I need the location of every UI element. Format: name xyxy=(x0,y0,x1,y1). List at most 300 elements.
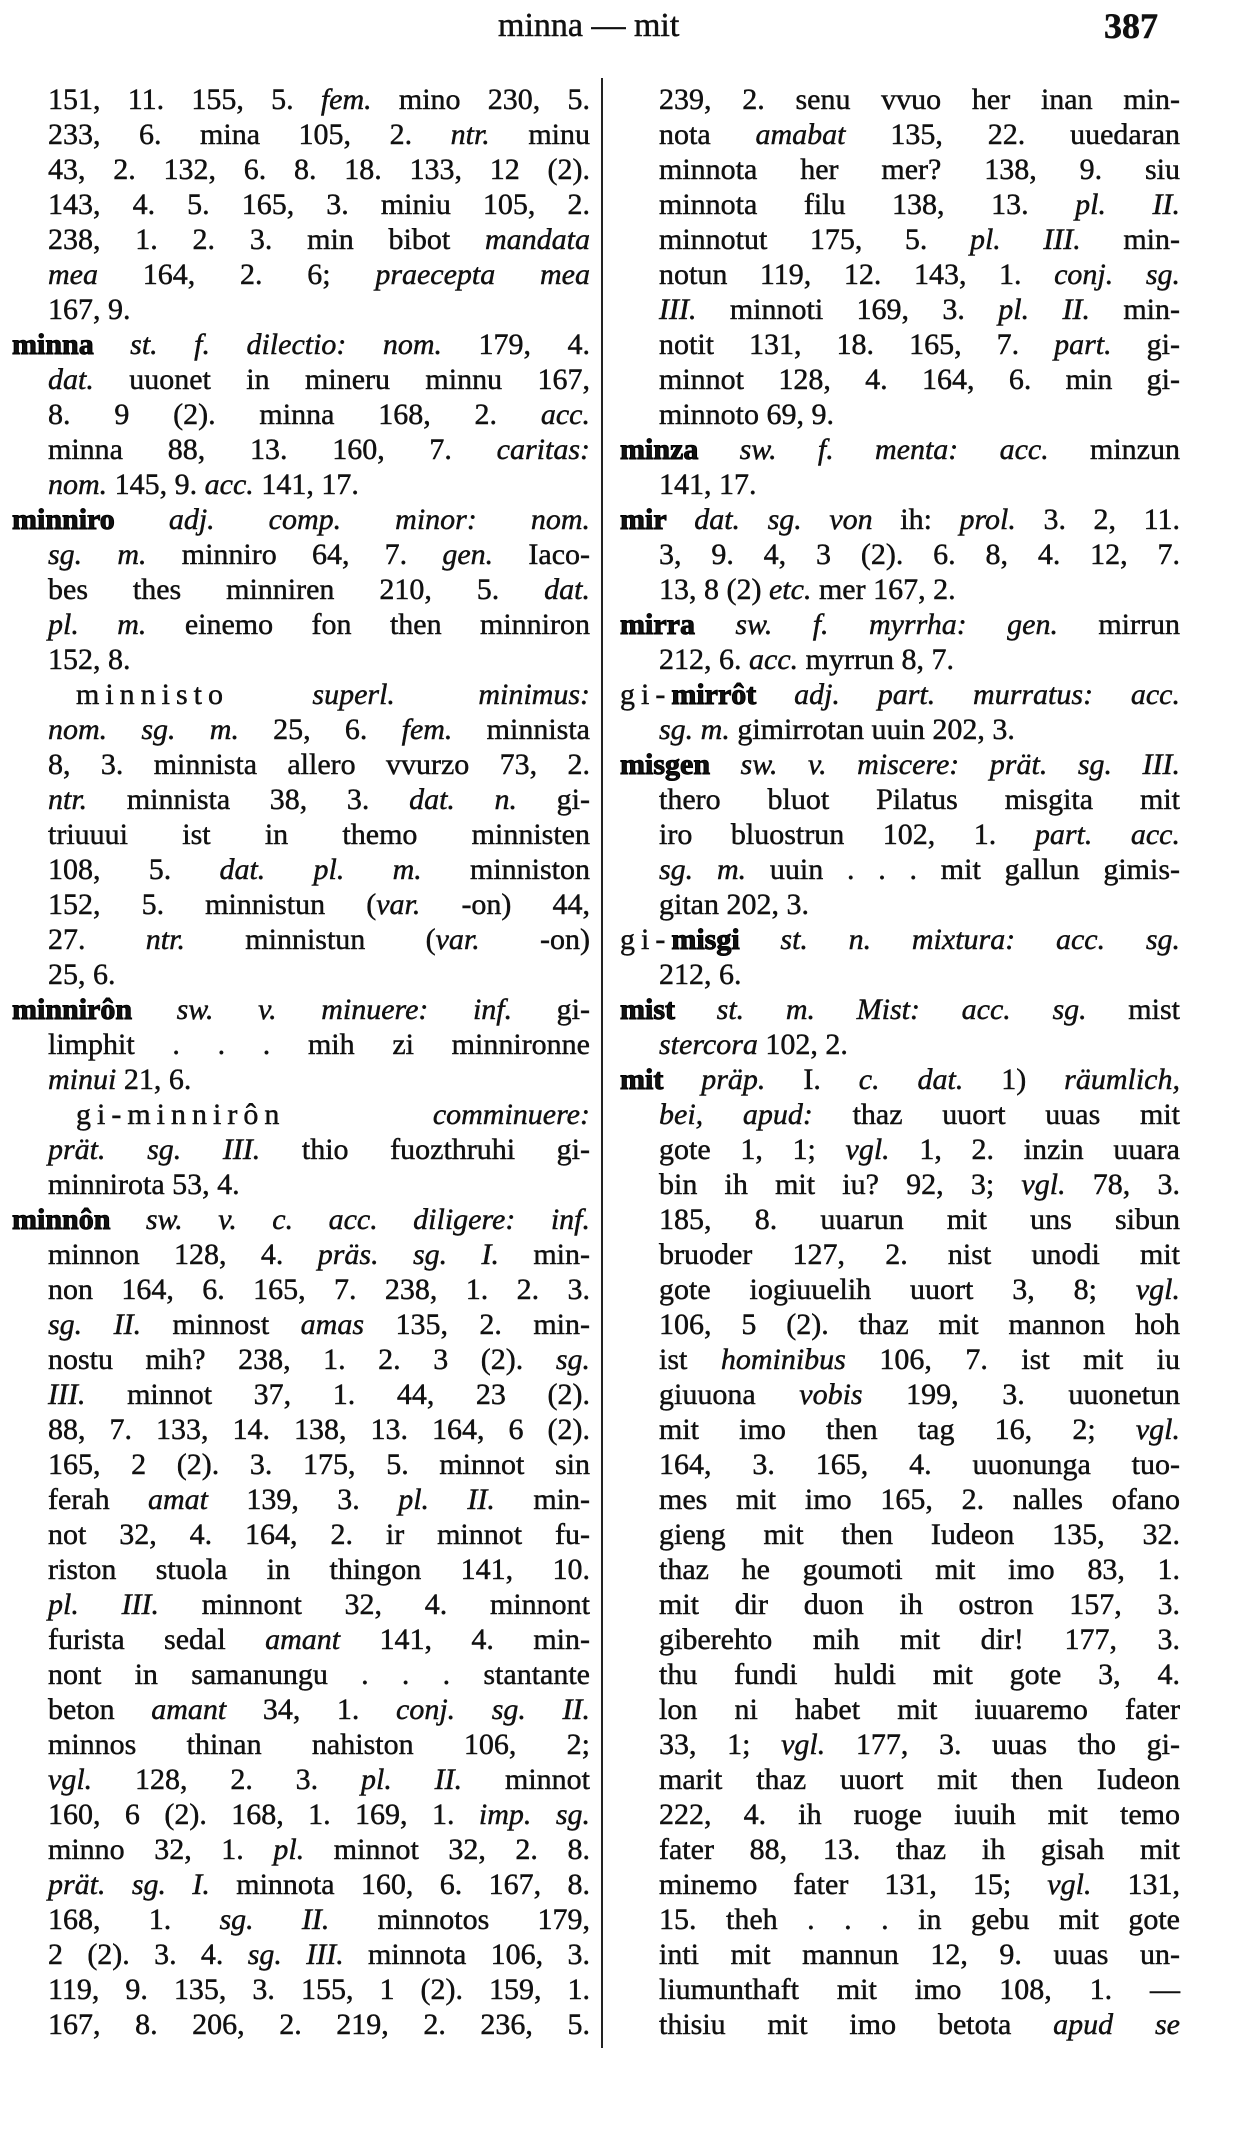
italic-text: comminuere: xyxy=(285,1098,590,1131)
text: thero bluot Pilatus misgita mit xyxy=(659,783,1180,816)
italic-text: acc. xyxy=(540,398,590,431)
italic-text: pl. II. xyxy=(998,293,1090,326)
entry-line xyxy=(618,397,1180,432)
entry-line xyxy=(0,1832,590,1867)
entry-line xyxy=(0,467,590,502)
text: nota xyxy=(659,118,756,151)
entry-headline xyxy=(0,502,590,537)
italic-text: acc. xyxy=(204,468,254,501)
text: einemo fon then minniron xyxy=(146,608,591,641)
entry-line xyxy=(0,677,590,712)
italic-text: sw. f. myrrha: gen. xyxy=(694,608,1058,641)
text: minnost xyxy=(141,1308,301,1341)
entry-line xyxy=(0,1062,590,1097)
italic-text: amant xyxy=(265,1623,341,1656)
italic-text: part. acc. xyxy=(1034,818,1180,851)
entry-line xyxy=(0,1797,590,1832)
entry-headline xyxy=(618,432,1180,467)
text: gi- xyxy=(512,993,590,1026)
entry-line xyxy=(0,2007,590,2042)
text: -on) xyxy=(479,923,590,956)
italic-text: conj. sg. II. xyxy=(396,1693,590,1726)
italic-text: pl. m. xyxy=(48,608,147,641)
entry-line xyxy=(618,537,1180,572)
text: bin ih mit iu? 92, 3; xyxy=(659,1168,1022,1201)
text: minnota 160, 6. 167, 8. xyxy=(209,1868,590,1901)
italic-text: sg. II. xyxy=(219,1903,330,1936)
entry-line xyxy=(0,1272,590,1307)
running-head: minna — mit xyxy=(498,7,680,44)
entry-line xyxy=(0,1867,590,1902)
spaced-text: gi-minnirôn xyxy=(76,1098,286,1131)
entry-line xyxy=(618,957,1180,992)
text: thio fuozthruhi gi- xyxy=(260,1133,590,1166)
text: 27. xyxy=(48,923,146,956)
italic-text: vgl. xyxy=(1135,1413,1180,1446)
text: 2 (2). 3. 4. xyxy=(48,1938,248,1971)
text: minnoti 169, 3. xyxy=(696,293,999,326)
entry-line xyxy=(0,747,590,782)
headword: mir xyxy=(620,503,667,536)
entry-line xyxy=(618,1307,1180,1342)
entry-line xyxy=(618,887,1180,922)
italic-text: ntr. xyxy=(450,118,490,151)
headword: mist xyxy=(620,993,675,1026)
italic-text: sg. xyxy=(555,1343,590,1376)
italic-text: amant xyxy=(151,1693,227,1726)
text: nont in samanungu . . . stantante xyxy=(48,1658,590,1691)
entry-line xyxy=(618,187,1180,222)
spaced-text: gi- xyxy=(620,923,672,956)
entry-line xyxy=(618,1167,1180,1202)
italic-text: imp. sg. xyxy=(478,1798,590,1831)
italic-text: adj. comp. minor: nom. xyxy=(114,503,590,536)
text: 179, 4. xyxy=(442,328,590,361)
italic-text: gen. xyxy=(442,538,494,571)
entry-line xyxy=(618,817,1180,852)
page-number: 387 xyxy=(1104,6,1158,46)
entry-line xyxy=(0,1377,590,1412)
text: 212, 6. xyxy=(659,643,749,676)
text: beton xyxy=(48,1693,152,1726)
italic-text: vgl. xyxy=(1047,1868,1092,1901)
italic-text: st. f. dilectio: nom. xyxy=(93,328,443,361)
text: minemo fater 131, 15; xyxy=(659,1868,1048,1901)
text: 185, 8. uuarun mit uns sibun xyxy=(659,1203,1180,1236)
entry-line xyxy=(0,887,590,922)
entry-headline xyxy=(618,1062,1180,1097)
text: 167, 9. xyxy=(48,293,131,326)
entry-line xyxy=(0,187,590,222)
entry-line xyxy=(618,1797,1180,1832)
italic-text: pl. II. xyxy=(1075,188,1180,221)
text: mit imo then tag 16, 2; xyxy=(659,1413,1136,1446)
entry-line xyxy=(618,117,1180,152)
italic-text: mandata xyxy=(485,223,590,256)
italic-text: st. m. Mist: acc. sg. xyxy=(675,993,1087,1026)
entry-line xyxy=(0,1727,590,1762)
entry-line xyxy=(618,1097,1180,1132)
text: 152, 5. minnistun ( xyxy=(48,888,377,921)
text: minniro 64, 7. xyxy=(146,538,443,571)
italic-text: räumlich, xyxy=(1064,1063,1180,1096)
entry-line xyxy=(0,1902,590,1937)
text: minnot xyxy=(462,1763,590,1796)
text: 21, 6. xyxy=(116,1063,192,1096)
headword: misgi xyxy=(671,923,740,956)
entry-line xyxy=(0,1027,590,1062)
entry-line xyxy=(618,292,1180,327)
entry-line xyxy=(0,1972,590,2007)
text: gi- xyxy=(1111,328,1180,361)
text: 34, 1. xyxy=(226,1693,397,1726)
italic-text: amabat xyxy=(755,118,846,151)
entry-line xyxy=(618,362,1180,397)
text: ih: xyxy=(872,503,960,536)
entry-line xyxy=(0,1762,590,1797)
entry-line xyxy=(0,922,590,957)
text: minna 88, 13. 160, 7. xyxy=(48,433,497,466)
italic-text: pl. III. xyxy=(969,223,1081,256)
entry-headline xyxy=(618,747,1180,782)
text: 222, 4. ih ruoge iuuih mit temo xyxy=(659,1798,1180,1831)
headword: minnôn xyxy=(12,1203,111,1236)
text: iro bluostrun 102, 1. xyxy=(659,818,1035,851)
text: 135, 2. min- xyxy=(364,1308,590,1341)
text: notun 119, 12. 143, 1. xyxy=(659,258,1055,291)
text: thisiu mit imo betota xyxy=(659,2008,1054,2041)
text: thaz he goumoti mit imo 83, 1. xyxy=(659,1553,1180,1586)
text: minnot 37, 1. 44, 23 (2). xyxy=(85,1378,590,1411)
entry-line xyxy=(618,1727,1180,1762)
text: minnistun ( xyxy=(184,923,436,956)
entry-line xyxy=(618,1587,1180,1622)
italic-text: dat. xyxy=(544,573,590,606)
text: minnota filu 138, 13. xyxy=(659,188,1076,221)
entry-line xyxy=(0,537,590,572)
entry-line xyxy=(618,152,1180,187)
text: 177, 3. uuas tho gi- xyxy=(825,1728,1180,1761)
text: min- xyxy=(498,1238,591,1271)
text: fater 88, 13. thaz ih gisah mit xyxy=(659,1833,1180,1866)
text: mes mit imo 165, 2. nalles ofano xyxy=(659,1483,1180,1516)
italic-text: ntr. xyxy=(145,923,185,956)
text: limphit . . . mih zi minnironne xyxy=(48,1028,590,1061)
italic-text: pl. xyxy=(273,1833,305,1866)
entry-line xyxy=(0,222,590,257)
italic-text: acc. xyxy=(749,643,799,676)
text: 165, 2 (2). 3. 175, 5. minnot sin xyxy=(48,1448,590,1481)
italic-text: caritas: xyxy=(496,433,590,466)
italic-text: dat. pl. m. xyxy=(219,853,422,886)
entry-headline xyxy=(0,1202,590,1237)
italic-text: sw. f. menta: acc. xyxy=(698,433,1049,466)
text: furista sedal xyxy=(48,1623,266,1656)
text: triuuui ist in themo minnisten xyxy=(48,818,590,851)
entry-headline xyxy=(618,992,1180,1027)
entry-line xyxy=(0,1237,590,1272)
text: mino 230, 5. xyxy=(371,83,591,116)
text: minnon 128, 4. xyxy=(48,1238,318,1271)
entry-line xyxy=(0,782,590,817)
entry-line xyxy=(0,817,590,852)
italic-text: amas xyxy=(300,1308,365,1341)
text: giberehto mih mit dir! 177, 3. xyxy=(659,1623,1180,1656)
text: 106, 7. ist mit iu xyxy=(845,1343,1180,1376)
entry-line xyxy=(0,607,590,642)
italic-text: vgl. xyxy=(845,1133,890,1166)
entry-line xyxy=(0,1132,590,1167)
text: uuonet in mineru minnu 167, xyxy=(93,363,590,396)
headword: minna xyxy=(12,328,94,361)
entry-line xyxy=(0,1552,590,1587)
italic-text: adj. part. murratus: acc. xyxy=(756,678,1180,711)
text: 8. 9 (2). minna 168, 2. xyxy=(48,398,541,431)
italic-text: präs. sg. I. xyxy=(317,1238,499,1271)
text: ferah xyxy=(48,1483,149,1516)
text: 3, 9. 4, 3 (2). 6. 8, 4. 12, 7. xyxy=(659,538,1180,571)
text: 3. 2, 11. xyxy=(1015,503,1181,536)
text: minnota 106, 3. xyxy=(343,1938,590,1971)
italic-text: III. xyxy=(659,293,697,326)
text: mit dir duon ih ostron 157, 3. xyxy=(659,1588,1180,1621)
italic-text: fem. xyxy=(401,713,453,746)
text: 141, 17. xyxy=(659,468,757,501)
headword: minniro xyxy=(12,503,115,536)
italic-text: sw. v. c. acc. diligere: inf. xyxy=(110,1203,590,1236)
italic-text: prol. xyxy=(959,503,1016,536)
italic-text: dat. sg. von xyxy=(666,503,873,536)
entry-line xyxy=(618,1902,1180,1937)
text: minnotut 175, 5. xyxy=(659,223,970,256)
entry-line xyxy=(618,852,1180,887)
text: gimirrotan uuin 202, 3. xyxy=(729,713,1015,746)
text: gi- xyxy=(517,783,590,816)
italic-text: vobis xyxy=(799,1378,863,1411)
entry-line xyxy=(618,1202,1180,1237)
italic-text: amat xyxy=(148,1483,209,1516)
text: minniston xyxy=(421,853,591,886)
italic-text: praecepta mea xyxy=(375,258,590,291)
entry-line xyxy=(618,642,1180,677)
text: 119, 9. 135, 3. 155, 1 (2). 159, 1. xyxy=(48,1973,590,2006)
entry-line xyxy=(618,82,1180,117)
text: 135, 22. uuedaran xyxy=(845,118,1181,151)
text: bes thes minniren 210, 5. xyxy=(48,573,545,606)
text: thu fundi huldi mit gote 3, 4. xyxy=(659,1658,1180,1691)
text: min- xyxy=(494,1483,590,1516)
entry-line xyxy=(618,1937,1180,1972)
entry-line xyxy=(0,572,590,607)
text: minnos thinan nahiston 106, 2; xyxy=(48,1728,590,1761)
text: liumunthaft mit imo 108, 1. — xyxy=(659,1973,1180,2006)
italic-text: bei, apud: xyxy=(659,1098,813,1131)
text: gote 1, 1; xyxy=(659,1133,846,1166)
italic-text: sg. III. xyxy=(247,1938,344,1971)
text: 233, 6. mina 105, 2. xyxy=(48,118,451,151)
entry-line xyxy=(0,1447,590,1482)
text: minnont 32, 4. minnont xyxy=(159,1588,590,1621)
entry-line xyxy=(618,1832,1180,1867)
headword: mit xyxy=(620,1063,664,1096)
text: 106, 5 (2). thaz mit mannon hoh xyxy=(659,1308,1180,1341)
italic-text: III. xyxy=(48,1378,86,1411)
text: 1, 2. inzin uuara xyxy=(889,1133,1180,1166)
entry-line xyxy=(0,1167,590,1202)
entry-headline xyxy=(0,327,590,362)
text: giuuona xyxy=(659,1378,800,1411)
text: 15. theh . . . in gebu mit gote xyxy=(659,1903,1180,1936)
entry-line xyxy=(0,1412,590,1447)
entry-line xyxy=(0,117,590,152)
entry-line xyxy=(618,1622,1180,1657)
text: 33, 1; xyxy=(659,1728,782,1761)
entry-line xyxy=(618,467,1180,502)
entry-line xyxy=(0,642,590,677)
entry-line xyxy=(0,292,590,327)
italic-text: sg. m. xyxy=(659,853,747,886)
text: gote iogiuuelih uuort 3, 8; xyxy=(659,1273,1136,1306)
text: I. xyxy=(765,1063,859,1096)
text: bruoder 127, 2. nist unodi mit xyxy=(659,1238,1180,1271)
text: marit thaz uuort mit then Iudeon xyxy=(659,1763,1180,1796)
entry-line xyxy=(618,1482,1180,1517)
entry-line xyxy=(618,2007,1180,2042)
italic-text: st. n. mixtura: acc. sg. xyxy=(739,923,1180,956)
headword: misgen xyxy=(620,748,710,781)
text: nostu mih? 238, 1. 2. 3 (2). xyxy=(48,1343,556,1376)
text: 1) xyxy=(963,1063,1065,1096)
italic-text: fem. xyxy=(320,83,372,116)
italic-text: minui xyxy=(48,1063,117,1096)
entry-line xyxy=(618,1132,1180,1167)
entry-line xyxy=(618,222,1180,257)
italic-text: präp. xyxy=(663,1063,766,1096)
entry-line xyxy=(0,257,590,292)
text: not 32, 4. 164, 2. ir minnot fu- xyxy=(48,1518,590,1551)
italic-text: sg. m. xyxy=(659,713,730,746)
headword: minnirôn xyxy=(12,993,133,1026)
text: mirrun xyxy=(1057,608,1181,641)
text: riston stuola in thingon 141, 10. xyxy=(48,1553,590,1586)
entry-line xyxy=(0,362,590,397)
entry-line xyxy=(618,1657,1180,1692)
text: 168, 1. xyxy=(48,1903,220,1936)
entry-line xyxy=(0,1097,590,1132)
text: 164, 3. 165, 4. uuonunga tuo- xyxy=(659,1448,1180,1481)
text: 102, 2. xyxy=(757,1028,848,1061)
text: 13, 8 (2) xyxy=(659,573,769,606)
text: uuin . . . mit gallun gimis- xyxy=(746,853,1180,886)
italic-text: stercora xyxy=(659,1028,758,1061)
entry-line xyxy=(0,1587,590,1622)
text: 239, 2. senu vvuo her inan min- xyxy=(659,83,1180,116)
italic-text: conj. sg. xyxy=(1054,258,1180,291)
text: minnot 128, 4. 164, 6. min gi- xyxy=(659,363,1180,396)
text: minnista 38, 3. xyxy=(87,783,410,816)
entry-line xyxy=(618,1027,1180,1062)
text: minzun xyxy=(1048,433,1180,466)
entry-line xyxy=(618,1377,1180,1412)
entry-line xyxy=(0,852,590,887)
text: min- xyxy=(1089,293,1180,326)
italic-text: vgl. xyxy=(48,1763,93,1796)
text: 88, 7. 133, 14. 138, 13. 164, 6 (2). xyxy=(48,1413,590,1446)
text: -on) 44, xyxy=(420,888,590,921)
italic-text: sw. v. minuere: inf. xyxy=(132,993,513,1026)
text: minnista xyxy=(452,713,590,746)
italic-text: nom. xyxy=(48,468,108,501)
text: minnirota 53, 4. xyxy=(48,1168,240,1201)
entry-line xyxy=(618,1272,1180,1307)
text: ist xyxy=(659,1343,721,1376)
entry-line xyxy=(0,1517,590,1552)
text: thaz uuort uuas mit xyxy=(812,1098,1180,1131)
entry-line xyxy=(0,1482,590,1517)
entry-line xyxy=(0,712,590,747)
italic-text: mea xyxy=(48,258,98,291)
text: minnotos 179, xyxy=(329,1903,591,1936)
entry-line xyxy=(618,1412,1180,1447)
entry-line xyxy=(0,1937,590,1972)
italic-text: var. xyxy=(376,888,421,921)
entry-line xyxy=(618,782,1180,817)
text: 151, 11. 155, 5. xyxy=(48,83,321,116)
text: 160, 6 (2). 168, 1. 169, 1. xyxy=(48,1798,479,1831)
text: 131, xyxy=(1091,1868,1180,1901)
text: 108, 5. xyxy=(48,853,220,886)
text: minnoto 69, 9. xyxy=(659,398,835,431)
text: 43, 2. 132, 6. 8. 18. 133, 12 (2). xyxy=(48,153,590,186)
text: 25, 6. xyxy=(48,958,116,991)
italic-text: pl. II. xyxy=(398,1483,495,1516)
headword: mirrôt xyxy=(671,678,757,711)
italic-text: prät. sg. I. xyxy=(48,1868,210,1901)
text: gitan 202, 3. xyxy=(659,888,809,921)
entry-line xyxy=(618,1692,1180,1727)
italic-text: dat. xyxy=(48,363,94,396)
entry-line xyxy=(0,82,590,117)
entry-line xyxy=(0,152,590,187)
italic-text: nom. sg. m. xyxy=(48,713,239,746)
italic-text: vgl. xyxy=(781,1728,826,1761)
italic-text: c. dat. xyxy=(858,1063,964,1096)
italic-text: sg. II. xyxy=(48,1308,142,1341)
headword: minza xyxy=(620,433,699,466)
text: minnot 32, 2. 8. xyxy=(304,1833,590,1866)
headword: mirra xyxy=(620,608,695,641)
text: 152, 8. xyxy=(48,643,131,676)
italic-text: hominibus xyxy=(720,1343,846,1376)
text: lon ni habet mit iuuaremo fater xyxy=(659,1693,1180,1726)
text: 145, 9. xyxy=(107,468,205,501)
entry-line xyxy=(618,1972,1180,2007)
entry-line xyxy=(618,572,1180,607)
italic-text: etc. xyxy=(768,573,812,606)
italic-text: sg. m. xyxy=(48,538,147,571)
italic-text: pl. III. xyxy=(48,1588,160,1621)
italic-text: part. xyxy=(1054,328,1112,361)
right-column xyxy=(618,82,1180,2042)
entry-line xyxy=(618,1447,1180,1482)
italic-text: vgl. xyxy=(1135,1273,1180,1306)
entry-headline xyxy=(618,502,1180,537)
text: mist xyxy=(1086,993,1180,1026)
entry-line xyxy=(618,1762,1180,1797)
text: inti mit mannun 12, 9. uuas un- xyxy=(659,1938,1180,1971)
entry-line xyxy=(618,1342,1180,1377)
entry-line xyxy=(618,1552,1180,1587)
